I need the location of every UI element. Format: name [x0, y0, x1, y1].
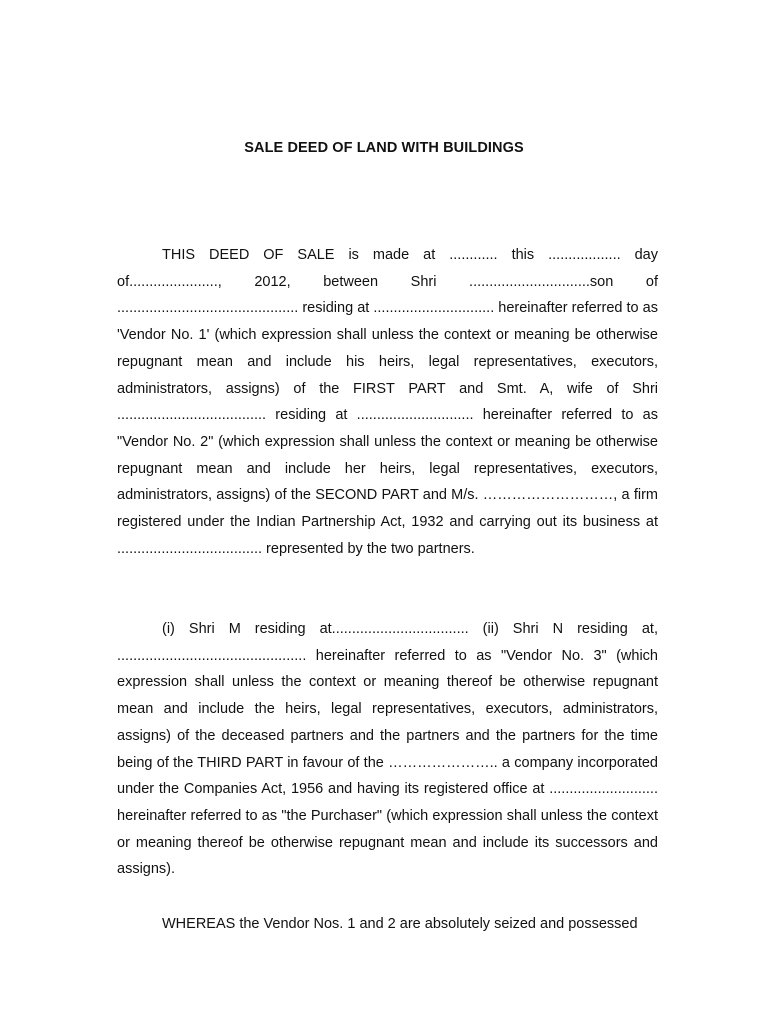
- paragraph-deed-parties: [117, 242, 658, 562]
- document-title: SALE DEED OF LAND WITH BUILDINGS: [244, 140, 524, 156]
- paragraph-partners: [117, 616, 658, 883]
- paragraph-text: (i) Shri M residing at.................................. (ii) Shri N residing at, ............................................... hereinafter referred to as "Vendor No. 3" (which expression shall unless the context or meaning thereof be otherwise repugnant mean and include the heirs, legal representatives, executors, administrators, assigns) of the deceased partners and the partners and the partners for the time being of the THIRD PART in favour of the ………………….. a company incorporated under the Companies Act, 1956 and having its registered office at ........................... hereinafter referred to as "the Purchaser" (which expression shall unless the context or meaning thereof be otherwise repugnant mean and include its successors and assigns).: [117, 621, 658, 878]
- paragraph-whereas: [117, 911, 658, 938]
- paragraph-text: WHEREAS the Vendor Nos. 1 and 2 are absolutely seized and possessed: [162, 916, 638, 932]
- paragraph-text: THIS DEED OF SALE is made at ............ this .................. day of......................, 2012, between Shri ..............................son of ............................................. residing at .............................. hereinafter referred to as 'Vendor No. 1' (which expression shall unless the context or meaning be otherwise repugnant mean and include his heirs, legal representatives, executors, administrators, assigns) of the FIRST PART and Smt. A, wife of Shri ..................................... residing at ............................. hereinafter referred to as "Vendor No. 2" (which expression shall unless the context or meaning be otherwise repugnant mean and include her heirs, legal representatives, executors, administrators, assigns) of the SECOND PART and M/s. ………………………, a firm registered under the Indian Partnership Act, 1932 and carrying out its business at .................................... represented by the two partners.: [117, 247, 658, 557]
